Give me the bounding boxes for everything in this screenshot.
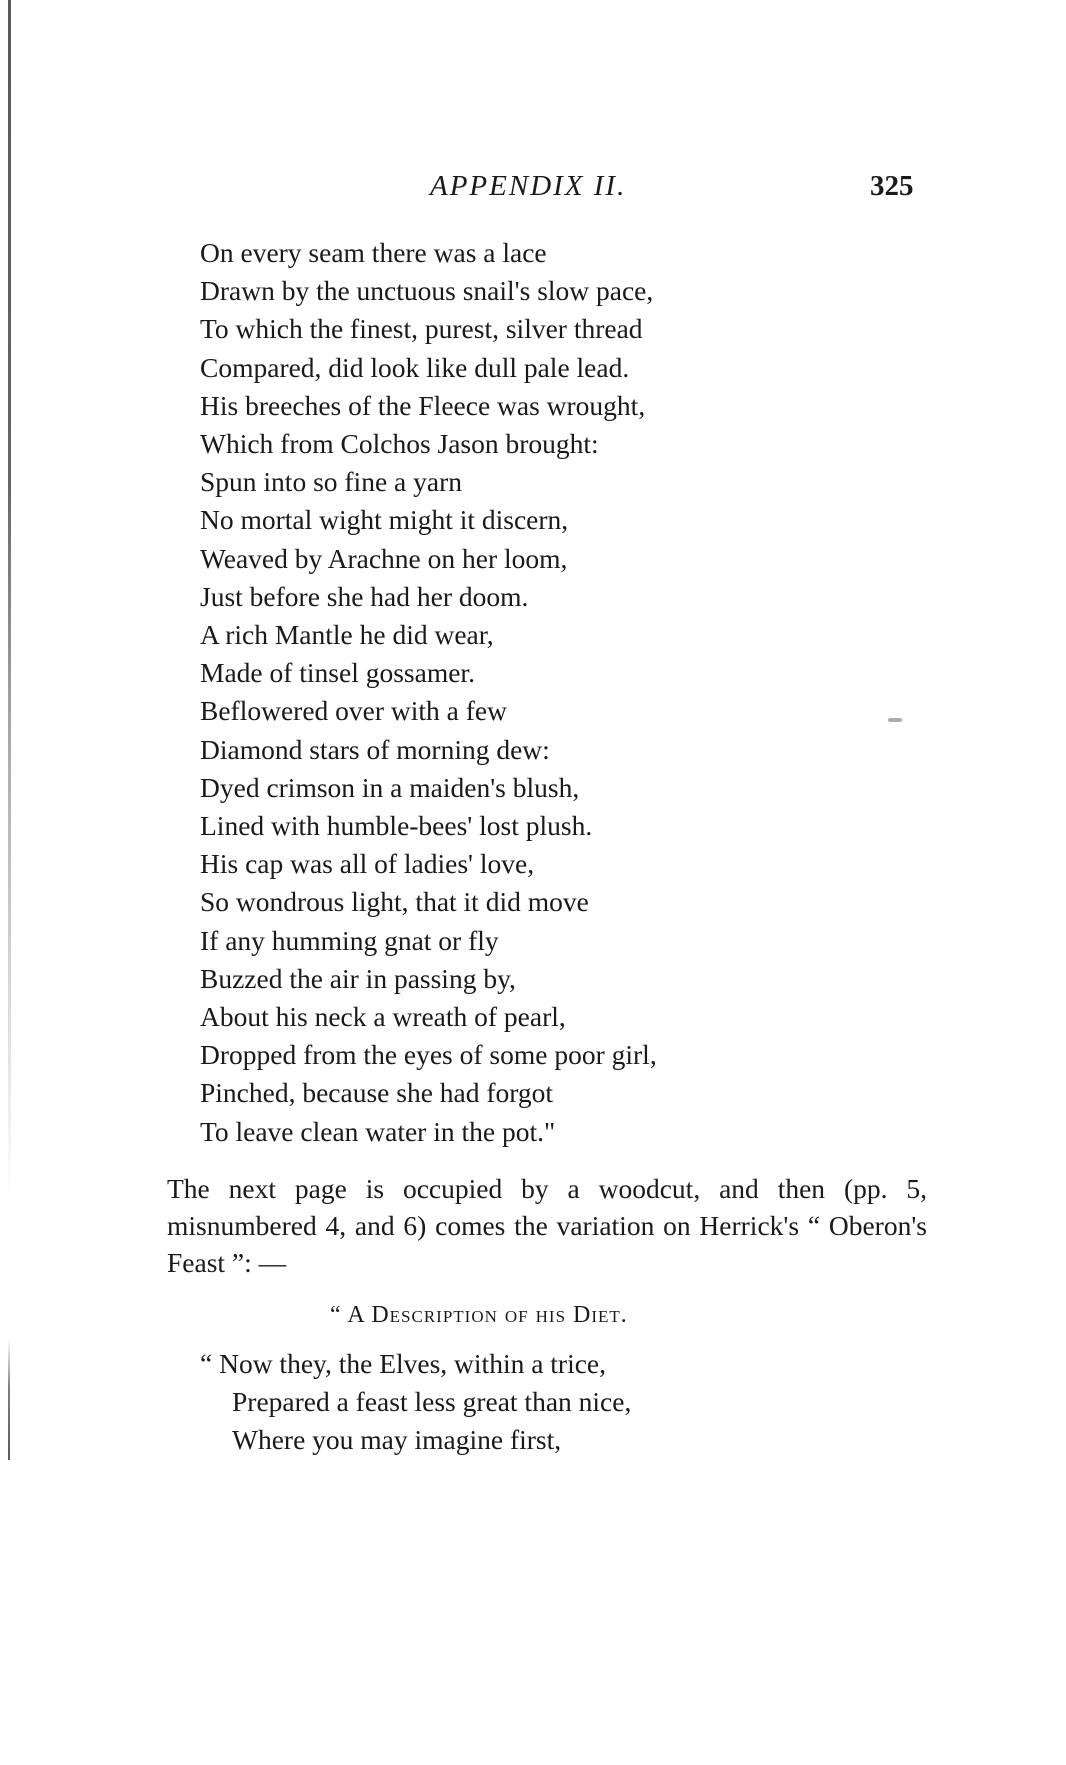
verse-line: If any humming gnat or fly (200, 924, 499, 956)
binding-edge-lower (8, 1340, 10, 1460)
verse-line: His breeches of the Fleece was wrought, (200, 389, 646, 421)
verse-line: Dyed crimson in a maiden's blush, (200, 771, 580, 803)
verse-line: “ Now they, the Elves, within a trice, (200, 1348, 607, 1379)
verse-line: Diamond stars of morning dew: (200, 733, 550, 765)
verse-line: Spun into so fine a yarn (200, 466, 462, 498)
verse-line: Lined with humble-bees' lost plush. (200, 810, 593, 842)
verse-line: To which the finest, purest, silver thread (200, 313, 643, 345)
verse-line: His cap was all of ladies' love, (200, 848, 535, 880)
verse-line: Made of tinsel gossamer. (200, 657, 475, 689)
section-heading: “ A Description of his Diet. (330, 1302, 628, 1328)
verse-block-2 (200, 1345, 631, 1459)
prose-paragraph: The next page is occupied by a woodcut, and then (pp. 5, misnumbered 4, and 6) comes the variation on Herrick's “ Oberon's Feast ”: — (167, 1173, 927, 1278)
verse-line: So wondrous light, that it did move (200, 886, 589, 918)
page-number: 325 (870, 170, 914, 202)
verse-line: No mortal wight might it discern, (200, 504, 569, 536)
verse-line: Just before she had her doom. (200, 580, 529, 612)
verse-line: On every seam there was a lace (200, 237, 547, 268)
verse-line: Pinched, because she had forgot (200, 1077, 554, 1109)
verse-line: A rich Mantle he did wear, (200, 619, 494, 651)
verse-line: Where you may imagine first, (232, 1424, 562, 1455)
verse-block (200, 234, 657, 1151)
print-speck (888, 718, 902, 722)
verse-line: Prepared a feast less great than nice, (232, 1386, 632, 1417)
verse-line: Beflowered over with a few (200, 695, 507, 727)
running-head (0, 170, 1066, 210)
verse-line: About his neck a wreath of pearl, (200, 1001, 566, 1033)
verse-line: Dropped from the eyes of some poor girl, (200, 1039, 657, 1071)
verse-line: Which from Colchos Jason brought: (200, 428, 599, 460)
verse-line: Weaved by Arachne on her loom, (200, 542, 568, 574)
verse-line: Buzzed the air in passing by, (200, 962, 516, 994)
running-title: APPENDIX II. (430, 170, 627, 202)
verse-line: Drawn by the unctuous snail's slow pace, (200, 275, 654, 307)
verse-line: Compared, did look like dull pale lead. (200, 351, 630, 383)
verse-line: To leave clean water in the pot." (200, 1115, 556, 1147)
